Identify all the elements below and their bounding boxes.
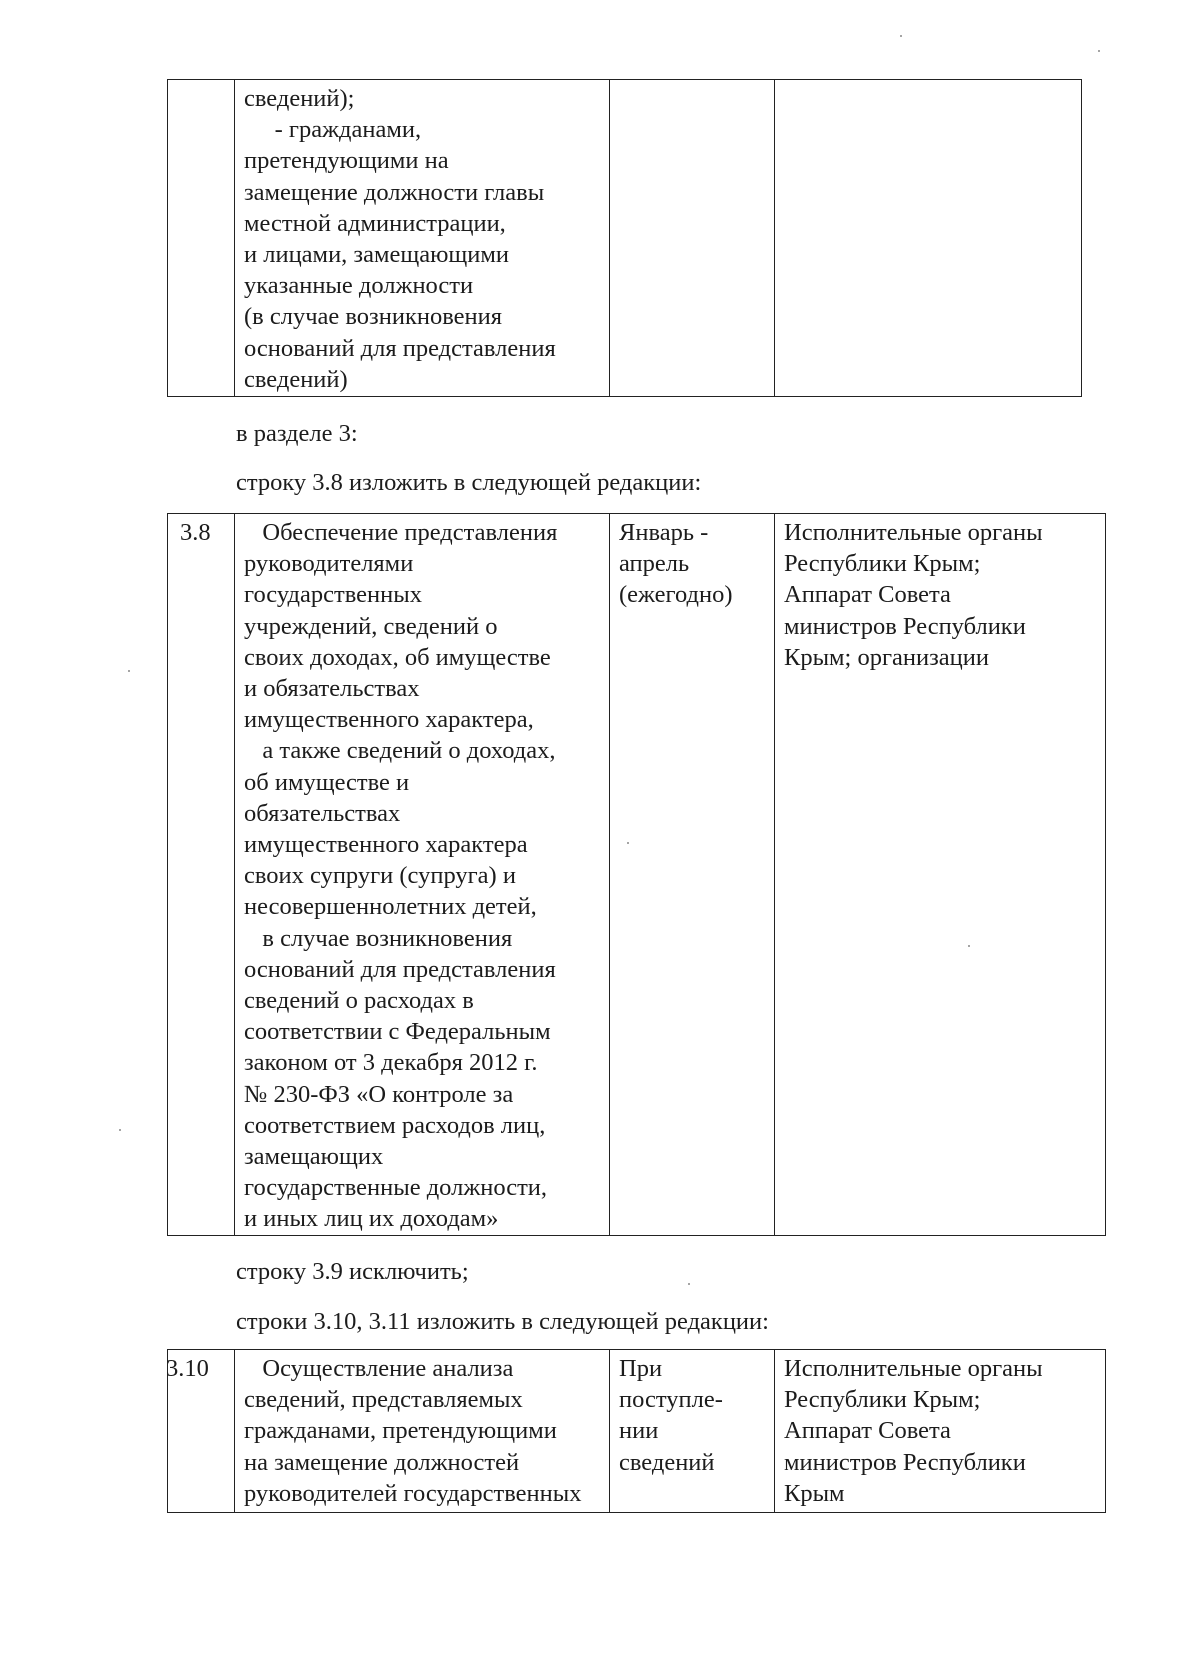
- scan-speck: [119, 1129, 121, 1131]
- deadline-cell: При поступле- нии сведений: [619, 1355, 723, 1476]
- row-3-8-instruction: строку 3.8 изложить в следующей редакции:: [236, 469, 702, 496]
- measure-cell: Осуществление анализа сведений, представляемых гражданами, претендующими на замещение должностей руководителей государственных: [244, 1355, 582, 1507]
- responsible-cell: Исполнительные органы Республики Крым; Аппарат Совета министров Республики Крым; организации: [784, 519, 1043, 671]
- num-cell: 3.10: [166, 1355, 209, 1382]
- measure-cell: Обеспечение представления руководителями государственных учреждений, сведений о своих доходах, об имуществе и обязательствах имущественного характера, а также сведений о доходах, об имуществе и обязательствах имущественного характера своих супруги (супруга) и несовершеннолетних детей, в случае возникновения оснований для представления сведений о расходах в соответствии с Федеральным законом от 3 декабря 2012 г. № 230-ФЗ «О контроле за соответствием расходов лиц, замещающих государственные должности, и иных лиц их доходам»: [244, 519, 558, 1233]
- row-3-10-instruction: строки 3.10, 3.11 изложить в следующей редакции:: [236, 1308, 769, 1335]
- scan-speck: [968, 945, 970, 947]
- section-paragraph: в разделе 3:: [236, 420, 358, 447]
- scan-speck: [1098, 50, 1100, 52]
- table-row-3-10: [167, 1349, 1106, 1513]
- table-row-3-8: [167, 513, 1106, 1236]
- table-continuation: [167, 79, 1082, 397]
- row-3-9-instruction: строку 3.9 исключить;: [236, 1258, 469, 1285]
- scan-speck: [128, 670, 130, 672]
- deadline-cell: Январь - апрель (ежегодно): [619, 519, 733, 609]
- measure-cell: сведений); - гражданами, претендующими на замещение должности главы местной администрации, и лицами, замещающими указанные должности (в случае возникновения оснований для представления сведений): [244, 85, 556, 393]
- scan-speck: [688, 1283, 690, 1285]
- scan-speck: [900, 35, 902, 37]
- num-cell: 3.8: [180, 519, 211, 546]
- scan-speck: [627, 842, 629, 844]
- responsible-cell: Исполнительные органы Республики Крым; Аппарат Совета министров Республики Крым: [784, 1355, 1043, 1507]
